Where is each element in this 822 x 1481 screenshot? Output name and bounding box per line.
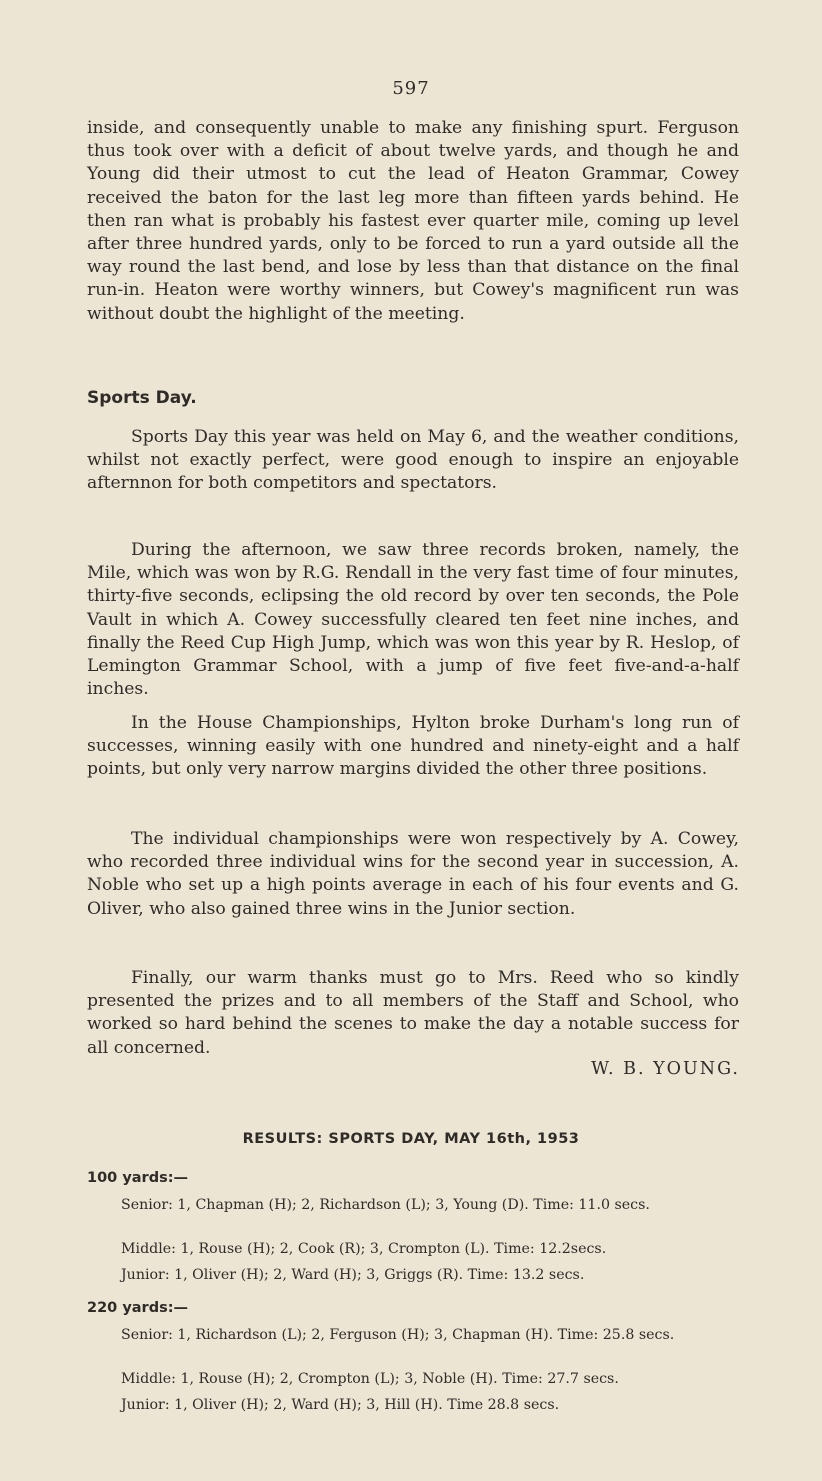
result-100-senior: Senior: 1, Chapman (H); 2, Richardson (L); 3, Young (D). Time: 11.0 secs. [121, 1197, 650, 1213]
result-100-middle: Middle: 1, Rouse (H); 2, Cook (R); 3, Crompton (L). Time: 12.2secs. [121, 1241, 607, 1257]
page-number: 597 [392, 78, 430, 99]
paragraph-records: During the afternoon, we saw three records broken, namely, the Mile, which was won by R.G. Rendall in the very fast time of four minutes, thirty-five seconds, eclipsing the old record by over ten seconds, the Pole Vault in which A. Cowey successfully cleared ten feet nine inches, and finally the Reed Cup High Jump, which was won this year by R. Heslop, of Lemington Grammar School, with a jump of five feet five-and-a-half inches. [87, 540, 739, 700]
intro-paragraph: inside, and consequently unable to make any finishing spurt. Ferguson thus took over with a deficit of about twelve yards, and though he and Young did their utmost to cut the lead of Heaton Grammar, Cowey received the baton for the last leg more than fifteen yards behind. He then ran what is probably his fastest ever quarter mile, coming up level after three hundred yards, only to be forced to run a yard outside all the way round the last bend, and lose by less than that distance on the final run-in. Heaton were worthy winners, but Cowey's magnificent run was without doubt the highlight of the meeting. [87, 118, 739, 324]
result-220-middle: Middle: 1, Rouse (H); 2, Crompton (L); 3, Noble (H). Time: 27.7 secs. [121, 1371, 619, 1387]
results-title: RESULTS: SPORTS DAY, MAY 16th, 1953 [242, 1131, 580, 1147]
result-220-junior: Junior: 1, Oliver (H); 2, Ward (H); 3, Hill (H). Time 28.8 secs. [121, 1397, 560, 1413]
paragraph-house-championships: In the House Championships, Hylton broke Durham's long run of successes, winning easily with one hundred and ninety-eight and a half points, but only very narrow margins divided the other three positions. [87, 713, 739, 780]
paragraph-thanks: Finally, our warm thanks must go to Mrs. Reed who so kindly presented the prizes and to all members of the Staff and School, who worked so hard behind the scenes to make the day a notable success for all concerned. [87, 968, 739, 1058]
event-label-100-yards: 100 yards:— [87, 1170, 189, 1186]
result-100-junior: Junior: 1, Oliver (H); 2, Ward (H); 3, Griggs (R). Time: 13.2 secs. [121, 1267, 585, 1283]
signature: W. B. YOUNG. [591, 1059, 740, 1079]
event-label-220-yards: 220 yards:— [87, 1300, 189, 1316]
section-heading: Sports Day. [87, 388, 197, 408]
paragraph-individual-championships: The individual championships were won respectively by A. Cowey, who recorded three individual wins for the second year in succession, A. Noble who set up a high points average in each of his four events and G. Oliver, who also gained three wins in the Junior section. [87, 829, 739, 919]
paragraph-sports-day: Sports Day this year was held on May 6, and the weather conditions, whilst not exactly perfect, were good enough to inspire an enjoyable afternnon for both competitors and spectators. [87, 427, 739, 494]
result-220-senior: Senior: 1, Richardson (L); 2, Ferguson (H); 3, Chapman (H). Time: 25.8 secs. [121, 1327, 675, 1343]
